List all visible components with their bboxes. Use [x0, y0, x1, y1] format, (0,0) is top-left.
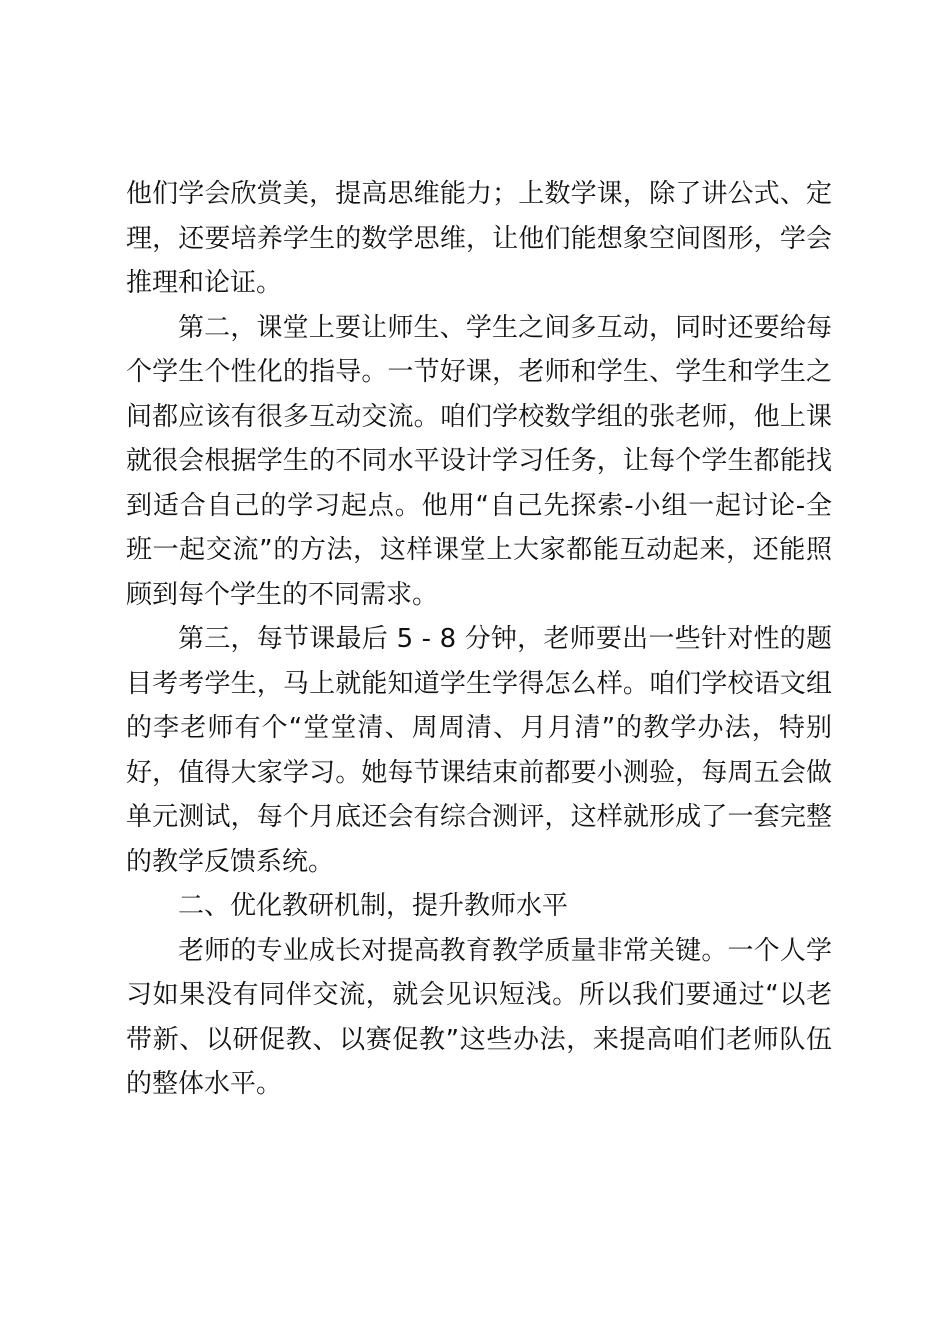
paragraph-continuation: 他们学会欣赏美，提高思维能力；上数学课，除了讲公式、定理，还要培养学生的数学思维，让他们能想象空间图形，学会推理和论证。: [126, 179, 832, 298]
section-heading: 二、优化教研机制，提升教师水平: [178, 891, 569, 921]
paragraph-second-point: 第二，课堂上要让师生、学生之间多互动，同时还要给每个学生个性化的指导。一节好课，老师和学生、学生和学生之间都应该有很多互动交流。咱们学校数学组的张老师，他上课就很会根据学生的不同水平设计学习任务，让每个学生都能找到适合自己的学习起点。他用“自己先探索-小组一起讨论-全班一起交流”的方法，这样课堂上大家都能互动起来，还能照顾到每个学生的不同需求。: [126, 312, 832, 610]
paragraph-third-point: 第三，每节课最后 5 - 8 分钟，老师要出一些针对性的题目考考学生，马上就能知道学生学得怎么样。咱们学校语文组的李老师有个“堂堂清、周周清、月月清”的教学办法，特别好，值得大家学习。她每节课结束前都要小测验，每周五会做单元测试，每个月底还会有综合测评，这样就形成了一套完整的教学反馈系统。: [126, 624, 832, 877]
paragraph-teacher-growth: 老师的专业成长对提高教育教学质量非常关键。一个人学习如果没有同伴交流，就会见识短浅。所以我们要通过“以老带新、以研促教、以赛促教”这些办法，来提高咱们老师队伍的整体水平。: [126, 935, 832, 1099]
document-body: [126, 172, 832, 1107]
